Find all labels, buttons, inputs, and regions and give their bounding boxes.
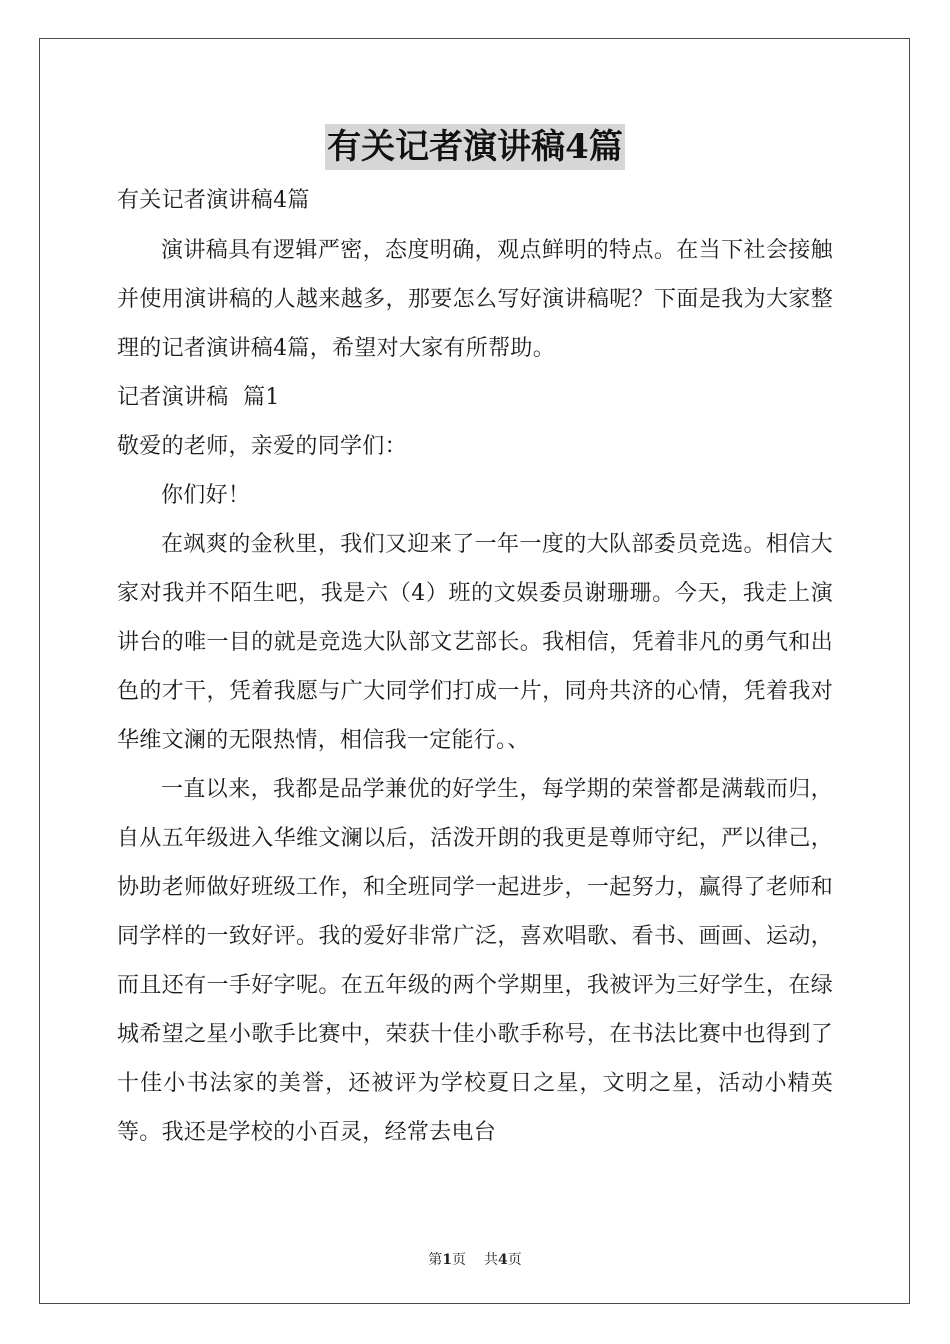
total-suffix: 页 — [507, 1252, 522, 1268]
paragraph: 演讲稿具有逻辑严密，态度明确，观点鲜明的特点。在当下社会接触并使用演讲稿的人越来越多，那要怎么写好演讲稿呢？下面是我为大家整理的记者演讲稿4篇，希望对大家有所帮助。 — [117, 238, 833, 361]
paragraph: 在飒爽的金秋里，我们又迎来了一年一度的大队部委员竞选。相信大家对我并不陌生吧，我是六（4）班的文娱委员谢珊珊。今天，我走上演讲台的唯一目的就是竞选大队部文艺部长。我相信，凭着非凡的勇气和出色的才干，凭着我愿与广大同学们打成一片，同舟共济的心情，凭着我对华维文澜的无限热情，相信我一定能行。、 — [117, 532, 833, 753]
paragraph: 一直以来，我都是品学兼优的好学生，每学期的荣誉都是满载而归，自从五年级进入华维文澜以后，活泼开朗的我更是尊师守纪，严以律己，协助老师做好班级工作，和全班同学一起进步，一起努力，赢得了老师和同学样的一致好评。我的爱好非常广泛，喜欢唱歌、看书、画画、运动，而且还有一手好字呢。在五年级的两个学期里，我被评为三好学生，在绿城希望之星小歌手比赛中，荣获十佳小歌手称号，在书法比赛中也得到了十佳小书法家的美誉，还被评为学校夏日之星，文明之星，活动小精英等。我还是学校的小百灵，经常去电台 — [117, 777, 833, 1145]
page-suffix: 页 — [452, 1252, 466, 1268]
paragraph: 敬爱的老师，亲爱的同学们： — [117, 434, 407, 459]
page-footer — [0, 1249, 950, 1269]
page-total: 4 — [498, 1252, 508, 1268]
page-current: 1 — [442, 1252, 452, 1268]
paragraph: 你们好！ — [161, 483, 251, 508]
title-wrap — [0, 124, 950, 170]
document-title: 有关记者演讲稿4篇 — [325, 124, 625, 170]
section-heading: 记者演讲稿 篇1 — [117, 385, 280, 410]
document-body — [117, 180, 833, 1157]
page-prefix: 第 — [428, 1252, 443, 1268]
paragraph: 有关记者演讲稿4篇 — [117, 188, 310, 213]
total-prefix: 共 — [484, 1252, 498, 1268]
